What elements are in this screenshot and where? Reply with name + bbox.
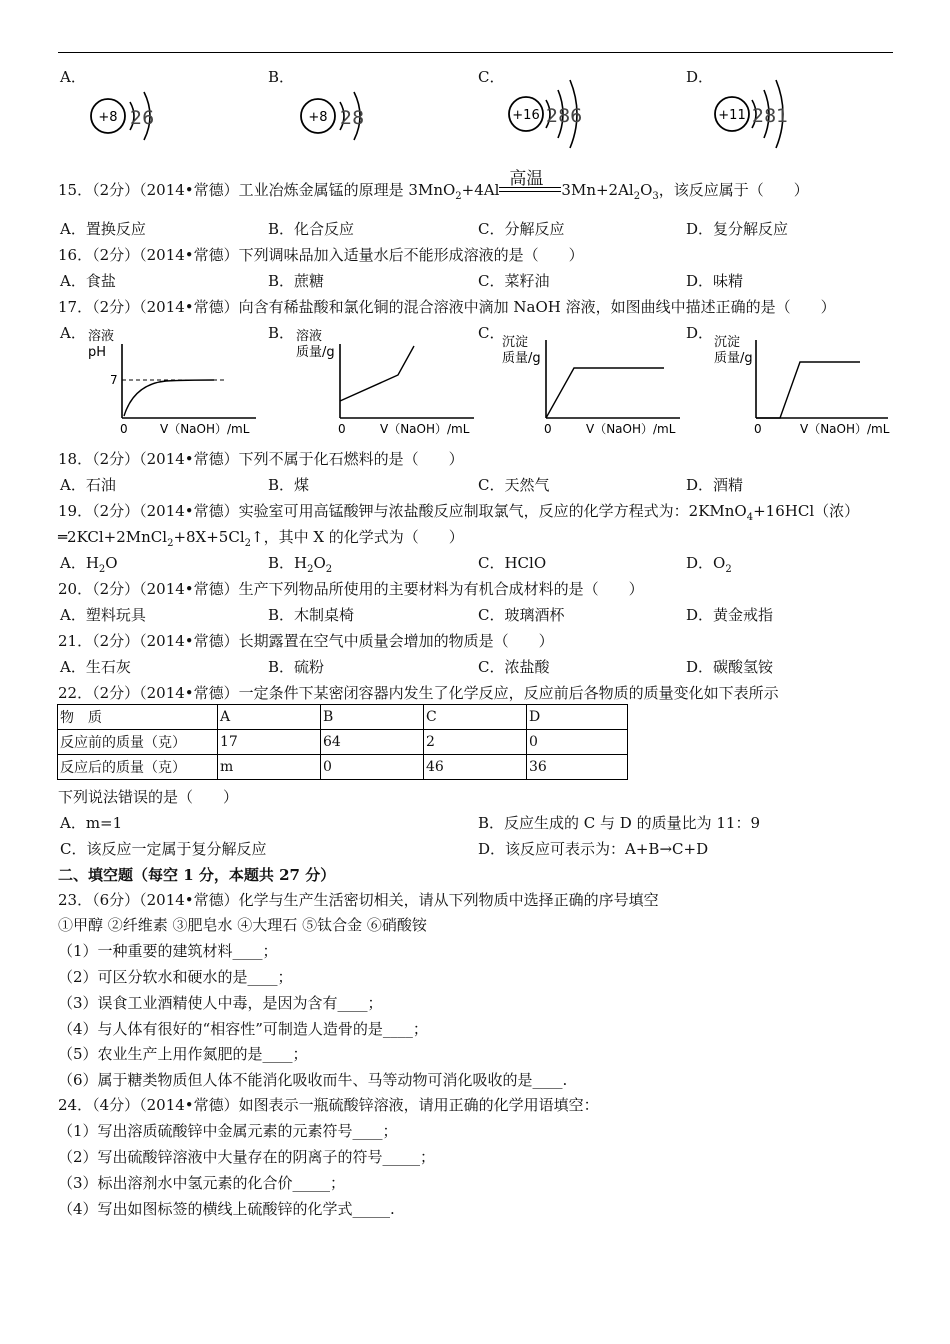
q17-graph-c [500, 332, 690, 442]
q14-atom-diagram-c [500, 76, 620, 156]
q18-option-c: C．天然气 [478, 476, 550, 494]
q17-option-a-letter: A． [60, 324, 86, 342]
q14-nucleus-b: +8 [308, 110, 328, 125]
q24-item-1: （1）写出溶质硫酸锌中金属元素的元素符号____； [58, 1122, 398, 1140]
q21-option-d: D．碳酸氢铵 [686, 658, 774, 676]
q18-option-b: B．煤 [268, 476, 310, 494]
q19-stem: 19．（2分）（2014•常德）实验室可用高锰酸钾与浓盐酸反应制取氯气，反应的化学方程式为：2KMnO$_4$+16HCl（浓） [58, 502, 860, 523]
q20-option-a: A．塑料玩具 [60, 606, 146, 624]
q20-option-d: D．黄金戒指 [686, 606, 774, 624]
q22-option-b: B．反应生成的 C 与 D 的质量比为 11：9 [478, 814, 760, 832]
header-rule [58, 52, 893, 53]
table-cell: A [218, 705, 321, 730]
q14-nucleus-a: +8 [98, 110, 118, 125]
q17-option-d-letter: D． [686, 324, 714, 342]
q14-option-b-letter: B． [268, 68, 295, 86]
q19-option-b: B．$H_2O_2$ [268, 554, 333, 575]
q16-option-a: A．食盐 [60, 272, 116, 290]
q14-shells-c: 286 [546, 105, 583, 127]
q16-stem: 16．（2分）（2014•常德）下列调味品加入适量水后不能形成溶液的是（ ） [58, 246, 584, 264]
q14-atom-diagram-d [708, 76, 828, 156]
q23-stem: 23．（6分）（2014•常德）化学与生产生活密切相关，请从下列物质中选择正确的序号填空 [58, 891, 659, 909]
q24-item-4: （4）写出如图标签的横线上硫酸锌的化学式_____. [58, 1200, 395, 1218]
svg-text:沉淀: 沉淀 [502, 335, 529, 350]
q14-option-c-letter: C． [478, 68, 505, 86]
q16-option-c: C．菜籽油 [478, 272, 550, 290]
q23-item-2: （2）可区分软水和硬水的是____； [58, 968, 293, 986]
svg-text:0: 0 [338, 422, 346, 436]
table-cell: 17 [218, 730, 321, 755]
svg-text:质量/g: 质量/g [714, 351, 753, 366]
q14-nucleus-c: +16 [512, 108, 540, 123]
q18-option-a: A．石油 [60, 476, 116, 494]
q14-option-d-letter: D． [686, 68, 714, 86]
table-row [58, 705, 628, 730]
table-cell: 0 [527, 730, 628, 755]
q19-option-a: A．$H_2O$ [60, 554, 118, 575]
svg-text:V（NaOH）/mL: V（NaOH）/mL [380, 422, 470, 436]
q15-option-c: C．分解反应 [478, 220, 565, 238]
table-cell: 46 [424, 755, 527, 780]
q21-option-a: A．生石灰 [60, 658, 131, 676]
q22-stem: 22．（2分）（2014•常德）一定条件下某密闭容器内发生了化学反应，反应前后各物质的质量变化如下表所示 [58, 684, 779, 702]
table-row [58, 730, 628, 755]
svg-text:V（NaOH）/mL: V（NaOH）/mL [586, 422, 676, 436]
q23-item-1: （1）一种重要的建筑材料____； [58, 942, 278, 960]
q23-choices: ①甲醇 ②纤维素 ③肥皂水 ④大理石 ⑤钛合金 ⑥硝酸铵 [58, 916, 427, 934]
table-cell: 物 质 [58, 705, 218, 730]
q16-option-b: B．蔗糖 [268, 272, 325, 290]
q18-option-d: D．酒精 [686, 476, 744, 494]
svg-text:质量/g: 质量/g [502, 351, 541, 366]
q22-option-a: A．m=1 [60, 814, 123, 832]
q17-stem: 17．（2分）（2014•常德）向含有稀盐酸和氯化铜的混合溶液中滴加 NaOH 溶液，如图曲线中描述正确的是（ ） [58, 298, 836, 316]
svg-text:0: 0 [544, 422, 552, 436]
svg-text:溶液: 溶液 [88, 329, 115, 344]
svg-text:沉淀: 沉淀 [714, 335, 741, 350]
q17-option-c-letter: C． [478, 324, 505, 342]
q23-item-5: （5）农业生产上用作氮肥的是____； [58, 1045, 308, 1063]
q15-option-a: A．置换反应 [60, 220, 146, 238]
q19-option-d: D．$O_2$ [686, 554, 732, 575]
svg-text:0: 0 [120, 422, 128, 436]
svg-text:0: 0 [754, 422, 762, 436]
table-cell: 反应后的质量（克） [58, 755, 218, 780]
q22-option-d: D．该反应可表示为：A+B→C+D [478, 840, 709, 858]
table-row [58, 755, 628, 780]
table-cell: B [321, 705, 424, 730]
q14-option-a-letter: A． [60, 68, 86, 86]
q14-shells-b: 28 [340, 107, 365, 129]
q20-option-b: B．木制桌椅 [268, 606, 355, 624]
q15-reaction-condition: 高温 [499, 184, 561, 198]
q24-stem: 24．（4分）（2014•常德）如图表示一瓶硫酸锌溶液，请用正确的化学用语填空： [58, 1096, 599, 1114]
svg-text:V（NaOH）/mL: V（NaOH）/mL [160, 422, 250, 436]
q17-option-b-letter: B． [268, 324, 295, 342]
svg-text:质量/g: 质量/g [296, 345, 335, 360]
table-cell: 64 [321, 730, 424, 755]
q18-stem: 18．（2分）（2014•常德）下列不属于化石燃料的是（ ） [58, 450, 464, 468]
q20-stem: 20．（2分）（2014•常德）生产下列物品所使用的主要材料为有机合成材料的是（ ） [58, 580, 644, 598]
q23-item-3: （3）误食工业酒精使人中毒，是因为含有____； [58, 994, 383, 1012]
q21-option-b: B．硫粉 [268, 658, 325, 676]
svg-text:溶液: 溶液 [296, 329, 323, 344]
table-cell: 2 [424, 730, 527, 755]
q22-prompt: 下列说法错误的是（ ） [58, 788, 239, 806]
q14-shells-a: 26 [130, 107, 155, 129]
q22-option-c: C．该反应一定属于复分解反应 [60, 840, 267, 858]
q14-atom-diagram-a [80, 80, 200, 156]
q17-graph-b [294, 326, 484, 442]
q16-option-d: D．味精 [686, 272, 744, 290]
q17-graph-d [712, 332, 902, 442]
table-cell: C [424, 705, 527, 730]
q20-option-c: C．玻璃酒杯 [478, 606, 565, 624]
q21-stem: 21．（2分）（2014•常德）长期露置在空气中质量会增加的物质是（ ） [58, 632, 554, 650]
q23-item-4: （4）与人体有很好的“相容性”可制造人造骨的是____； [58, 1020, 428, 1038]
q14-shells-d: 281 [752, 105, 789, 127]
section-heading: 二、填空题（每空 1 分，本题共 27 分） [58, 866, 336, 884]
q15-option-b: B．化合反应 [268, 220, 355, 238]
q15-option-d: D．复分解反应 [686, 220, 789, 238]
q19-option-c: C．HClO [478, 554, 547, 572]
q19-stem-line2: $═2KCl+2MnCl_2+8X+5Cl_2↑$，其中 X 的化学式为（ ） [58, 528, 464, 549]
q23-item-6: （6）属于糖类物质但人体不能消化吸收而牛、马等动物可消化吸收的是____. [58, 1071, 568, 1089]
q14-nucleus-d: +11 [718, 108, 746, 123]
table-cell: 反应前的质量（克） [58, 730, 218, 755]
q24-item-2: （2）写出硫酸锌溶液中大量存在的阴离子的符号_____； [58, 1148, 436, 1166]
q24-item-3: （3）标出溶剂水中氢元素的化合价_____； [58, 1174, 346, 1192]
table-cell: m [218, 755, 321, 780]
q21-option-c: C．浓盐酸 [478, 658, 550, 676]
svg-text:pH: pH [88, 345, 107, 360]
table-cell: 36 [527, 755, 628, 780]
q17-graph-a [86, 326, 266, 442]
table-cell: 0 [321, 755, 424, 780]
q14-atom-diagram-b [290, 80, 410, 156]
svg-text:7: 7 [110, 373, 118, 387]
q22-mass-table [57, 704, 628, 780]
table-cell: D [527, 705, 628, 730]
svg-text:V（NaOH）/mL: V（NaOH）/mL [800, 422, 890, 436]
q15-stem: 15．（2分）（2014•常德）工业冶炼金属锰的原理是 3MnO$_2$+4Al 高温 $3Mn+2Al_2O_3$，该反应属于（ ） [58, 169, 809, 202]
